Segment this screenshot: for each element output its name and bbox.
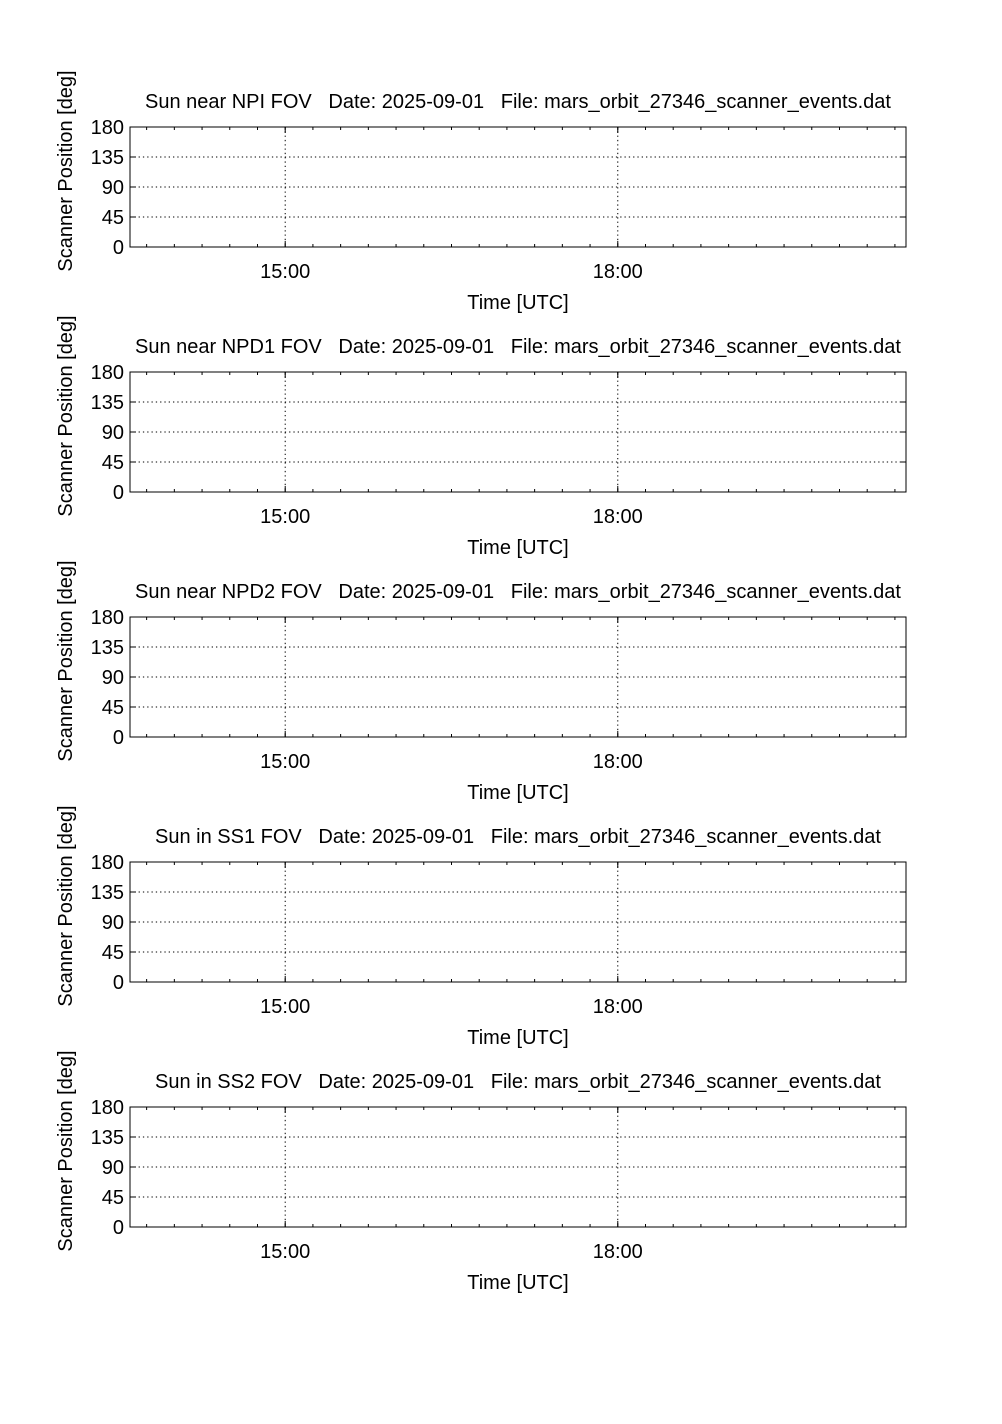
y-tick-label: 90 <box>101 912 124 934</box>
x-tick-label: 15:00 <box>260 996 311 1018</box>
y-tick-label: 90 <box>101 1157 124 1179</box>
y-tick-label: 0 <box>112 727 124 749</box>
y-tick-label: 135 <box>90 147 124 169</box>
x-tick-label: 15:00 <box>260 506 311 528</box>
x-tick-label: 18:00 <box>592 751 643 773</box>
x-tick-label: 18:00 <box>592 261 643 283</box>
chart-panel <box>55 70 906 314</box>
y-axis-label: Scanner Position [deg] <box>55 805 77 1007</box>
chart-panel <box>55 560 906 804</box>
y-tick-label: 90 <box>101 667 124 689</box>
y-axis-label: Scanner Position [deg] <box>55 1050 77 1252</box>
y-tick-label: 45 <box>101 697 124 719</box>
x-axis-label: Time [UTC] <box>467 292 569 314</box>
y-tick-label: 0 <box>112 1217 124 1239</box>
chart-title: Sun near NPI FOV Date: 2025-09-01 File: mars_orbit_27346_scanner_events.dat <box>145 91 891 113</box>
y-tick-label: 45 <box>101 452 124 474</box>
y-axis-label: Scanner Position [deg] <box>55 70 77 272</box>
y-tick-label: 180 <box>90 852 124 874</box>
y-tick-label: 45 <box>101 207 124 229</box>
y-tick-label: 135 <box>90 882 124 904</box>
y-tick-label: 135 <box>90 637 124 659</box>
y-tick-label: 180 <box>90 362 124 384</box>
chart-panel <box>55 1050 906 1294</box>
y-tick-label: 180 <box>90 1097 124 1119</box>
x-tick-label: 15:00 <box>260 751 311 773</box>
y-tick-label: 90 <box>101 177 124 199</box>
x-axis-label: Time [UTC] <box>467 1272 569 1294</box>
x-tick-label: 18:00 <box>592 996 643 1018</box>
x-tick-label: 18:00 <box>592 506 643 528</box>
y-tick-label: 0 <box>112 482 124 504</box>
chart-panel <box>55 315 906 559</box>
chart-title: Sun near NPD2 FOV Date: 2025-09-01 File: mars_orbit_27346_scanner_events.dat <box>135 581 901 603</box>
x-axis-label: Time [UTC] <box>467 537 569 559</box>
chart-title: Sun in SS2 FOV Date: 2025-09-01 File: mars_orbit_27346_scanner_events.dat <box>155 1071 881 1093</box>
y-tick-label: 180 <box>90 607 124 629</box>
x-tick-label: 15:00 <box>260 1241 311 1263</box>
chart-panel <box>55 805 906 1049</box>
chart-title: Sun near NPD1 FOV Date: 2025-09-01 File: mars_orbit_27346_scanner_events.dat <box>135 336 901 358</box>
y-tick-label: 45 <box>101 1187 124 1209</box>
y-tick-label: 0 <box>112 237 124 259</box>
y-tick-label: 90 <box>101 422 124 444</box>
y-tick-label: 135 <box>90 392 124 414</box>
y-tick-label: 180 <box>90 117 124 139</box>
y-tick-label: 0 <box>112 972 124 994</box>
x-tick-label: 18:00 <box>592 1241 643 1263</box>
x-axis-label: Time [UTC] <box>467 782 569 804</box>
x-tick-label: 15:00 <box>260 261 311 283</box>
y-tick-label: 45 <box>101 942 124 964</box>
y-tick-label: 135 <box>90 1127 124 1149</box>
chart-title: Sun in SS1 FOV Date: 2025-09-01 File: mars_orbit_27346_scanner_events.dat <box>155 826 881 848</box>
y-axis-label: Scanner Position [deg] <box>55 315 77 517</box>
x-axis-label: Time [UTC] <box>467 1027 569 1049</box>
y-axis-label: Scanner Position [deg] <box>55 560 77 762</box>
